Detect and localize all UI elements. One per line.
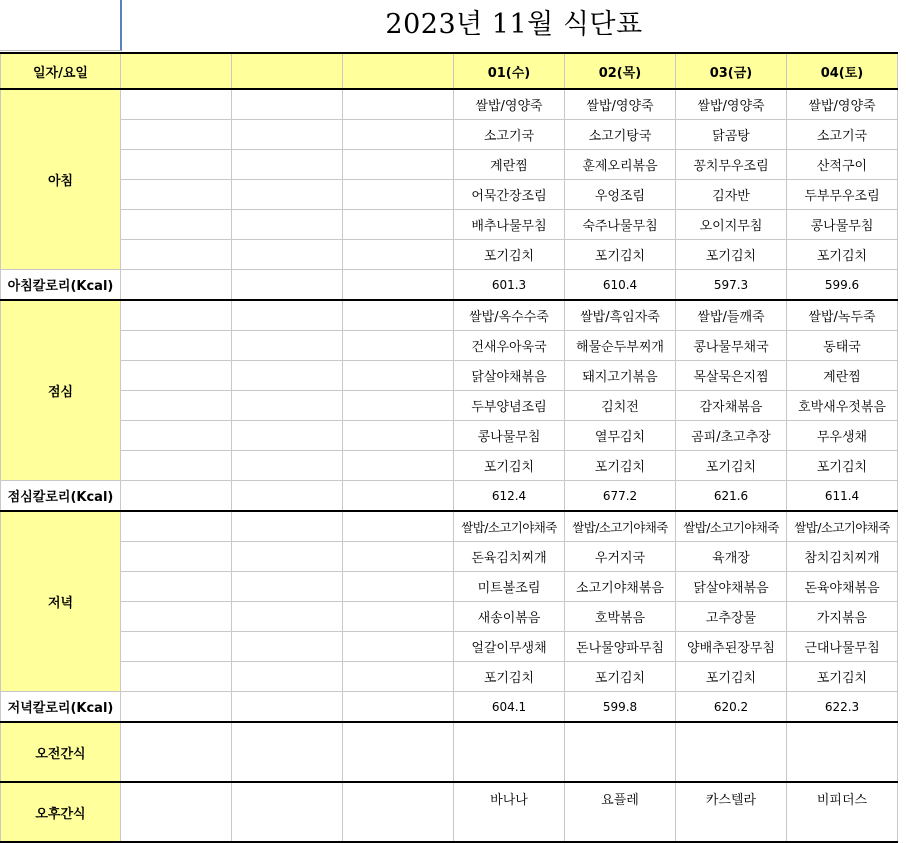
am_snack-item[interactable] xyxy=(565,722,676,782)
breakfast-calorie-value[interactable]: 597.3 xyxy=(676,270,787,301)
breakfast-menu-item[interactable]: 배추나물무침 xyxy=(454,210,565,240)
breakfast-menu-item[interactable]: 소고기국 xyxy=(787,120,898,150)
lunch-menu-item[interactable]: 곰피/초고추장 xyxy=(676,421,787,451)
dinner-menu-item[interactable]: 고추장물 xyxy=(676,602,787,632)
empty-cell[interactable] xyxy=(121,782,232,842)
breakfast-menu-item[interactable]: 소고기탕국 xyxy=(565,120,676,150)
empty-cell[interactable] xyxy=(343,421,454,451)
dinner-menu-item[interactable]: 포기김치 xyxy=(787,662,898,692)
breakfast-label[interactable]: 아침 xyxy=(1,89,121,270)
day-header-2[interactable]: 02(목) xyxy=(565,53,676,89)
dinner-row xyxy=(1,542,898,572)
lunch-label[interactable]: 점심 xyxy=(1,300,121,481)
am_snack-item[interactable] xyxy=(787,722,898,782)
dinner-row xyxy=(1,572,898,602)
breakfast-menu-item[interactable]: 꽁치무우조림 xyxy=(676,150,787,180)
pm_snack-item[interactable]: 비피더스 xyxy=(787,782,898,842)
breakfast-menu-item[interactable]: 쌀밥/영양죽 xyxy=(565,89,676,120)
breakfast-menu-item[interactable]: 쌀밥/영양죽 xyxy=(676,89,787,120)
page-title: 2023년 11월 식단표 xyxy=(385,9,643,40)
empty-cell[interactable] xyxy=(232,300,343,331)
am_snack-label[interactable]: 오전간식 xyxy=(1,722,121,782)
breakfast-calorie-value[interactable]: 599.6 xyxy=(787,270,898,301)
dinner-menu-item[interactable]: 미트볼조림 xyxy=(454,572,565,602)
empty-cell[interactable] xyxy=(121,240,232,270)
dinner-menu-item[interactable]: 우거지국 xyxy=(565,542,676,572)
empty-cell[interactable] xyxy=(343,331,454,361)
empty-cell[interactable] xyxy=(232,270,343,301)
empty-cell[interactable] xyxy=(232,542,343,572)
lunch-row xyxy=(1,451,898,481)
breakfast-menu-item[interactable]: 쌀밥/영양죽 xyxy=(787,89,898,120)
lunch-calorie-value[interactable]: 621.6 xyxy=(676,481,787,512)
empty-cell[interactable] xyxy=(232,511,343,542)
pm_snack-row xyxy=(1,782,898,842)
lunch-menu-item[interactable]: 콩나물무채국 xyxy=(676,331,787,361)
lunch-menu-item[interactable]: 콩나물무침 xyxy=(454,421,565,451)
empty-cell[interactable] xyxy=(232,150,343,180)
empty-cell[interactable] xyxy=(121,270,232,301)
breakfast-row xyxy=(1,120,898,150)
empty-cell[interactable] xyxy=(343,210,454,240)
breakfast-menu-item[interactable]: 훈제오리볶음 xyxy=(565,150,676,180)
dinner-menu-item[interactable]: 소고기야채볶음 xyxy=(565,572,676,602)
empty-cell[interactable] xyxy=(121,692,232,723)
empty-cell[interactable] xyxy=(121,542,232,572)
breakfast-menu-item[interactable]: 김자반 xyxy=(676,180,787,210)
empty-cell[interactable] xyxy=(232,361,343,391)
dinner-menu-item[interactable]: 쌀밥/소고기야채죽 xyxy=(565,511,676,542)
dinner-calorie-value[interactable]: 620.2 xyxy=(676,692,787,723)
am_snack-row xyxy=(1,722,898,782)
empty-cell[interactable] xyxy=(121,150,232,180)
empty-cell[interactable] xyxy=(343,632,454,662)
empty-cell[interactable] xyxy=(121,89,232,120)
dinner-menu-item[interactable]: 쌀밥/소고기야채죽 xyxy=(454,511,565,542)
lunch-calorie-row xyxy=(1,481,898,512)
dinner-menu-item[interactable]: 가지볶음 xyxy=(787,602,898,632)
empty-cell[interactable] xyxy=(121,572,232,602)
breakfast-menu-item[interactable]: 어묵간장조림 xyxy=(454,180,565,210)
pm_snack-item[interactable]: 요플레 xyxy=(565,782,676,842)
dinner-menu-item[interactable]: 육개장 xyxy=(676,542,787,572)
header-row xyxy=(1,53,898,89)
dinner-menu-item[interactable]: 포기김치 xyxy=(676,662,787,692)
dinner-menu-item[interactable]: 쌀밥/소고기야채죽 xyxy=(787,511,898,542)
empty-cell[interactable] xyxy=(232,240,343,270)
lunch-menu-item[interactable]: 무우생채 xyxy=(787,421,898,451)
breakfast-row xyxy=(1,210,898,240)
name-box[interactable] xyxy=(0,0,122,51)
empty-cell[interactable] xyxy=(343,692,454,723)
empty-cell[interactable] xyxy=(343,180,454,210)
pm_snack-item[interactable]: 바나나 xyxy=(454,782,565,842)
dinner-calorie-value[interactable]: 604.1 xyxy=(454,692,565,723)
empty-cell[interactable] xyxy=(121,361,232,391)
empty-cell[interactable] xyxy=(232,451,343,481)
dinner-menu-item[interactable]: 얼갈이무생채 xyxy=(454,632,565,662)
lunch-menu-item[interactable]: 닭살야채볶음 xyxy=(454,361,565,391)
breakfast-menu-item[interactable]: 포기김치 xyxy=(565,240,676,270)
empty-cell[interactable] xyxy=(343,391,454,421)
dinner-menu-item[interactable]: 돈나물양파무침 xyxy=(565,632,676,662)
lunch-menu-item[interactable]: 열무김치 xyxy=(565,421,676,451)
empty-cell[interactable] xyxy=(232,180,343,210)
empty-cell[interactable] xyxy=(343,89,454,120)
empty-cell[interactable] xyxy=(232,722,343,782)
am_snack-item[interactable] xyxy=(454,722,565,782)
empty-cell[interactable] xyxy=(232,692,343,723)
empty-cell[interactable] xyxy=(343,361,454,391)
empty-cell[interactable] xyxy=(121,662,232,692)
dinner-calorie-label[interactable]: 저녁칼로리(Kcal) xyxy=(1,692,121,723)
empty-cell[interactable] xyxy=(343,722,454,782)
empty-cell[interactable] xyxy=(121,180,232,210)
breakfast-menu-item[interactable]: 오이지무침 xyxy=(676,210,787,240)
lunch-calorie-label[interactable]: 점심칼로리(Kcal) xyxy=(1,481,121,512)
empty-cell[interactable] xyxy=(232,120,343,150)
lunch-menu-item[interactable]: 감자채볶음 xyxy=(676,391,787,421)
empty-cell[interactable] xyxy=(232,602,343,632)
pm_snack-item[interactable]: 카스텔라 xyxy=(676,782,787,842)
dinner-menu-item[interactable]: 참치김치찌개 xyxy=(787,542,898,572)
dinner-calorie-row xyxy=(1,692,898,723)
breakfast-row xyxy=(1,89,898,120)
lunch-menu-item[interactable]: 동태국 xyxy=(787,331,898,361)
empty-header-cell[interactable] xyxy=(343,53,454,89)
breakfast-row xyxy=(1,150,898,180)
am_snack-item[interactable] xyxy=(676,722,787,782)
empty-cell[interactable] xyxy=(343,120,454,150)
breakfast-menu-item[interactable]: 포기김치 xyxy=(787,240,898,270)
dinner-row xyxy=(1,602,898,632)
breakfast-menu-item[interactable]: 소고기국 xyxy=(454,120,565,150)
empty-cell[interactable] xyxy=(343,150,454,180)
lunch-menu-item[interactable]: 포기김치 xyxy=(565,451,676,481)
empty-cell[interactable] xyxy=(232,662,343,692)
empty-cell[interactable] xyxy=(343,511,454,542)
breakfast-menu-item[interactable]: 산적구이 xyxy=(787,150,898,180)
lunch-calorie-value[interactable]: 611.4 xyxy=(787,481,898,512)
empty-cell[interactable] xyxy=(343,300,454,331)
breakfast-menu-item[interactable]: 쌀밥/영양죽 xyxy=(454,89,565,120)
day-header-4[interactable]: 04(토) xyxy=(787,53,898,89)
empty-cell[interactable] xyxy=(121,632,232,662)
empty-cell[interactable] xyxy=(121,120,232,150)
empty-cell[interactable] xyxy=(121,331,232,361)
empty-cell[interactable] xyxy=(343,602,454,632)
lunch-row xyxy=(1,421,898,451)
lunch-menu-item[interactable]: 건새우아욱국 xyxy=(454,331,565,361)
title-row xyxy=(0,0,906,52)
lunch-menu-item[interactable]: 포기김치 xyxy=(676,451,787,481)
breakfast-row xyxy=(1,180,898,210)
empty-cell[interactable] xyxy=(121,722,232,782)
empty-cell[interactable] xyxy=(232,89,343,120)
empty-cell[interactable] xyxy=(343,542,454,572)
lunch-menu-item[interactable]: 계란찜 xyxy=(787,361,898,391)
empty-cell[interactable] xyxy=(121,421,232,451)
dinner-menu-item[interactable]: 돈육김치찌개 xyxy=(454,542,565,572)
empty-cell[interactable] xyxy=(121,451,232,481)
dinner-calorie-value[interactable]: 622.3 xyxy=(787,692,898,723)
lunch-menu-item[interactable]: 돼지고기볶음 xyxy=(565,361,676,391)
empty-cell[interactable] xyxy=(232,572,343,602)
dinner-menu-item[interactable]: 닭살야채볶음 xyxy=(676,572,787,602)
empty-cell[interactable] xyxy=(121,300,232,331)
pm_snack-label[interactable]: 오후간식 xyxy=(1,782,121,842)
empty-cell[interactable] xyxy=(232,421,343,451)
lunch-menu-item[interactable]: 김치전 xyxy=(565,391,676,421)
lunch-calorie-value[interactable]: 612.4 xyxy=(454,481,565,512)
dinner-menu-item[interactable]: 호박볶음 xyxy=(565,602,676,632)
dinner-menu-item[interactable]: 근대나물무침 xyxy=(787,632,898,662)
lunch-menu-item[interactable]: 쌀밥/흑임자죽 xyxy=(565,300,676,331)
breakfast-menu-item[interactable]: 포기김치 xyxy=(454,240,565,270)
day-header-1[interactable]: 01(수) xyxy=(454,53,565,89)
empty-cell[interactable] xyxy=(343,270,454,301)
lunch-row xyxy=(1,331,898,361)
dinner-menu-item[interactable]: 포기김치 xyxy=(454,662,565,692)
dinner-calorie-value[interactable]: 599.8 xyxy=(565,692,676,723)
empty-cell[interactable] xyxy=(121,391,232,421)
empty-cell[interactable] xyxy=(343,451,454,481)
lunch-menu-item[interactable]: 해물순두부찌개 xyxy=(565,331,676,361)
lunch-row xyxy=(1,361,898,391)
breakfast-menu-item[interactable]: 계란찜 xyxy=(454,150,565,180)
breakfast-menu-item[interactable]: 포기김치 xyxy=(676,240,787,270)
empty-cell[interactable] xyxy=(232,782,343,842)
breakfast-menu-item[interactable]: 숙주나물무침 xyxy=(565,210,676,240)
dinner-menu-item[interactable]: 쌀밥/소고기야채죽 xyxy=(676,511,787,542)
lunch-menu-item[interactable]: 두부양념조림 xyxy=(454,391,565,421)
lunch-menu-item[interactable]: 포기김치 xyxy=(787,451,898,481)
empty-cell[interactable] xyxy=(343,481,454,512)
empty-cell[interactable] xyxy=(232,210,343,240)
empty-cell[interactable] xyxy=(232,391,343,421)
breakfast-calorie-row xyxy=(1,270,898,301)
empty-cell[interactable] xyxy=(232,481,343,512)
lunch-calorie-value[interactable]: 677.2 xyxy=(565,481,676,512)
breakfast-menu-item[interactable]: 콩나물무침 xyxy=(787,210,898,240)
empty-cell[interactable] xyxy=(232,331,343,361)
breakfast-menu-item[interactable]: 닭곰탕 xyxy=(676,120,787,150)
empty-header-cell[interactable] xyxy=(232,53,343,89)
lunch-menu-item[interactable]: 포기김치 xyxy=(454,451,565,481)
dinner-label[interactable]: 저녁 xyxy=(1,511,121,692)
lunch-menu-item[interactable]: 목살묵은지찜 xyxy=(676,361,787,391)
breakfast-calorie-value[interactable]: 601.3 xyxy=(454,270,565,301)
empty-cell[interactable] xyxy=(121,511,232,542)
breakfast-calorie-label[interactable]: 아침칼로리(Kcal) xyxy=(1,270,121,301)
lunch-row xyxy=(1,391,898,421)
empty-cell[interactable] xyxy=(343,662,454,692)
dinner-menu-item[interactable]: 새송이볶음 xyxy=(454,602,565,632)
lunch-row xyxy=(1,300,898,331)
date-day-header[interactable]: 일자/요일 xyxy=(1,53,121,89)
breakfast-menu-item[interactable]: 우엉조림 xyxy=(565,180,676,210)
menu-grid xyxy=(0,52,898,843)
lunch-menu-item[interactable]: 호박새우젓볶음 xyxy=(787,391,898,421)
breakfast-menu-item[interactable]: 두부무우조림 xyxy=(787,180,898,210)
breakfast-calorie-value[interactable]: 610.4 xyxy=(565,270,676,301)
breakfast-row xyxy=(1,240,898,270)
empty-cell[interactable] xyxy=(232,632,343,662)
day-header-3[interactable]: 03(금) xyxy=(676,53,787,89)
empty-cell[interactable] xyxy=(343,782,454,842)
empty-cell[interactable] xyxy=(121,481,232,512)
empty-cell[interactable] xyxy=(343,240,454,270)
lunch-menu-item[interactable]: 쌀밥/녹두죽 xyxy=(787,300,898,331)
dinner-row xyxy=(1,511,898,542)
lunch-menu-item[interactable]: 쌀밥/옥수수죽 xyxy=(454,300,565,331)
dinner-menu-item[interactable]: 돈육야채볶음 xyxy=(787,572,898,602)
empty-cell[interactable] xyxy=(343,572,454,602)
dinner-menu-item[interactable]: 양배추된장무침 xyxy=(676,632,787,662)
empty-cell[interactable] xyxy=(121,602,232,632)
empty-cell[interactable] xyxy=(121,210,232,240)
lunch-menu-item[interactable]: 쌀밥/들깨죽 xyxy=(676,300,787,331)
dinner-row xyxy=(1,632,898,662)
dinner-row xyxy=(1,662,898,692)
dinner-menu-item[interactable]: 포기김치 xyxy=(565,662,676,692)
empty-header-cell[interactable] xyxy=(121,53,232,89)
